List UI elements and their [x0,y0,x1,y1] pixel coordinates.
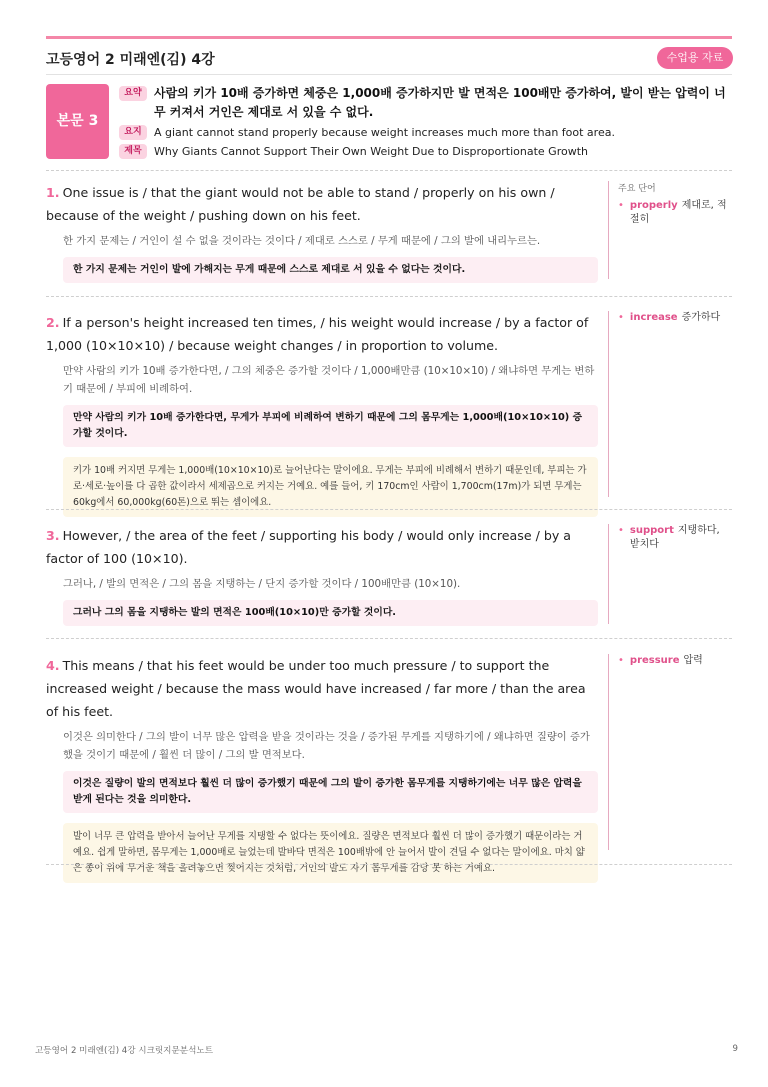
vocab-meaning: 지탱하다, 받치다 [629,525,720,550]
section-divider [46,509,732,510]
footer-text: 고등영어 2 미래엔(김) 4강 시크릿지문분석노트 [35,1046,213,1056]
vocab-column [608,181,732,279]
header-divider [46,74,732,75]
sentence-number: 2. [46,315,60,330]
full-translation: 만약 사람의 키가 10배 증가한다면, 무게가 부피에 비례하여 변하기 때문에 그의 몸무게는 1,000배(10×10×10) 증가할 것이다. [63,405,598,447]
passage-label: 본문 3 [46,84,109,159]
vocab-item [618,524,732,552]
english-sentence [46,311,598,357]
english-text: One issue is / that the giant would not be able to stand / properly on his own / because of the weight / pushing down on his feet. [46,185,555,223]
sentence-number: 1. [46,185,60,200]
section-divider [46,864,732,865]
vocab-meaning: 제대로, 적절히 [629,200,727,225]
summary-tag: 요약 [119,86,147,101]
section-divider [46,170,732,171]
summary-text: 사람의 키가 10배 증가하면 체중은 1,000배 증가하지만 발 면적은 100배만 증가하여, 발이 받는 압력이 너무 커져서 거인은 제대로 서 있을 수 없다. [154,86,726,119]
section-divider [46,638,732,639]
vocab-meaning: 압력 [683,655,703,666]
chunk-translation: 이것은 의미한다 / 그의 발이 너무 많은 압력을 받을 것이라는 것을 / 증가된 무게를 지탱하기에 / 왜냐하면 질량이 증가했을 것이기 때문에 / 훨씬 더 많이 / 그의 발 면적보다. [63,731,590,761]
gist-tag: 요지 [119,125,147,140]
vocab-word: properly [629,200,678,211]
english-text: However, / the area of the feet / supporting his body / would only increase / by a factor of 100 (10×10). [46,528,571,566]
vocab-item [618,311,732,325]
sentence-section-2 [46,311,732,508]
vocab-word: support [629,525,674,536]
chunk-translation: 한 가지 문제는 / 거인이 설 수 없을 것이라는 것이다 / 제대로 스스로 / 무게 때문에 / 그의 발에 내리누르는. [63,235,541,247]
chunk-translation: 만약 사람의 키가 10배 증가한다면, / 그의 체중은 증가할 것이다 / 1,000배만큼 (10×10×10) / 왜냐하면 무게는 변하기 때문에 / 부피에 비례하여. [63,365,595,395]
english-text: If a person's height increased ten times, / his weight would increase / by a factor of 1,000 (10×10×10) / because weight changes / in proportion to volume. [46,315,589,353]
gist-text: A giant cannot stand properly because weight increases much more than foot area. [154,126,615,139]
sentence-section-1 [46,181,732,283]
gist-row [119,123,615,142]
bullet-icon: • [618,200,624,211]
vocab-item [618,199,732,227]
summary-block [46,84,732,164]
english-sentence [46,181,598,227]
vocab-item [618,654,732,668]
title-tag: 제목 [119,144,147,159]
vocab-word: increase [629,312,678,323]
title-row [119,142,588,161]
chunk-translation: 그러나, / 발의 면적은 / 그의 몸을 지탱하는 / 단지 증가할 것이다 / 100배만큼 (10×10). [63,578,461,590]
vocab-meaning: 증가하다 [681,312,721,323]
page-title: 고등영어 2 미래엔(김) 4강 [46,52,215,68]
bullet-icon: • [618,312,624,323]
explanation-box: 키가 10배 커지면 무게는 1,000배(10×10×10)로 늘어난다는 말이에요. 무게는 부피에 비례해서 변하기 때문인데, 부피는 가로·세로·높이를 다 곱한 값이라서 세제곱으로 커지는 거예요. 예를 들어, 키 170cm인 사람이 1,700cm(17m)가 되면 무게는 60kg에서 60,000kg(60톤)으로 뛰는 셈이에요. [63,457,598,517]
english-text: This means / that his feet would be under too much pressure / to support the increased weight / because the mass would have increased / far more / than the area of his feet. [46,658,586,719]
sentence-section-3 [46,524,732,626]
explanation-box: 발이 너무 큰 압력을 받아서 늘어난 무게를 지탱할 수 없다는 뜻이에요. 질량은 면적보다 훨씬 더 많이 증가했기 때문이라는 거예요. 쉽게 말하면, 몸무게는 1,000배로 늘었는데 발바닥 면적은 100배밖에 안 늘어서 발이 견딜 수 없다는 말이에요. 마치 얇은 종이 위에 무거운 책을 올려놓으면 찢어지는 것처럼, 거인의 발도 자기 몸무게를 감당 못 하는 거예요. [63,823,598,883]
bullet-icon: • [618,525,624,536]
english-sentence [46,524,598,570]
vocab-column [608,311,732,497]
full-translation: 한 가지 문제는 거인이 발에 가해지는 무게 때문에 스스로 제대로 서 있을 수 없다는 것이다. [63,257,598,283]
header-accent-line [46,36,732,39]
bullet-icon: • [618,655,624,666]
summary-row [119,84,734,122]
page-number: 9 [732,1044,738,1054]
english-sentence [46,654,598,723]
material-badge: 수업용 자료 [657,47,733,69]
full-translation: 그러나 그의 몸을 지탱하는 발의 면적은 100배(10×10)만 증가할 것이다. [63,600,598,626]
sentence-number: 3. [46,528,60,543]
vocab-heading: 주요 단어 [618,184,656,194]
vocab-word: pressure [629,655,680,666]
vocab-column [608,654,732,850]
full-translation: 이것은 질량이 발의 면적보다 훨씬 더 많이 증가했기 때문에 그의 발이 증가한 몸무게를 지탱하기에는 너무 많은 압력을 받게 된다는 것을 의미한다. [63,771,598,813]
sentence-section-4 [46,654,732,874]
section-divider [46,296,732,297]
sentence-number: 4. [46,658,60,673]
vocab-column [608,524,732,624]
title-text: Why Giants Cannot Support Their Own Weight Due to Disproportionate Growth [154,145,588,158]
